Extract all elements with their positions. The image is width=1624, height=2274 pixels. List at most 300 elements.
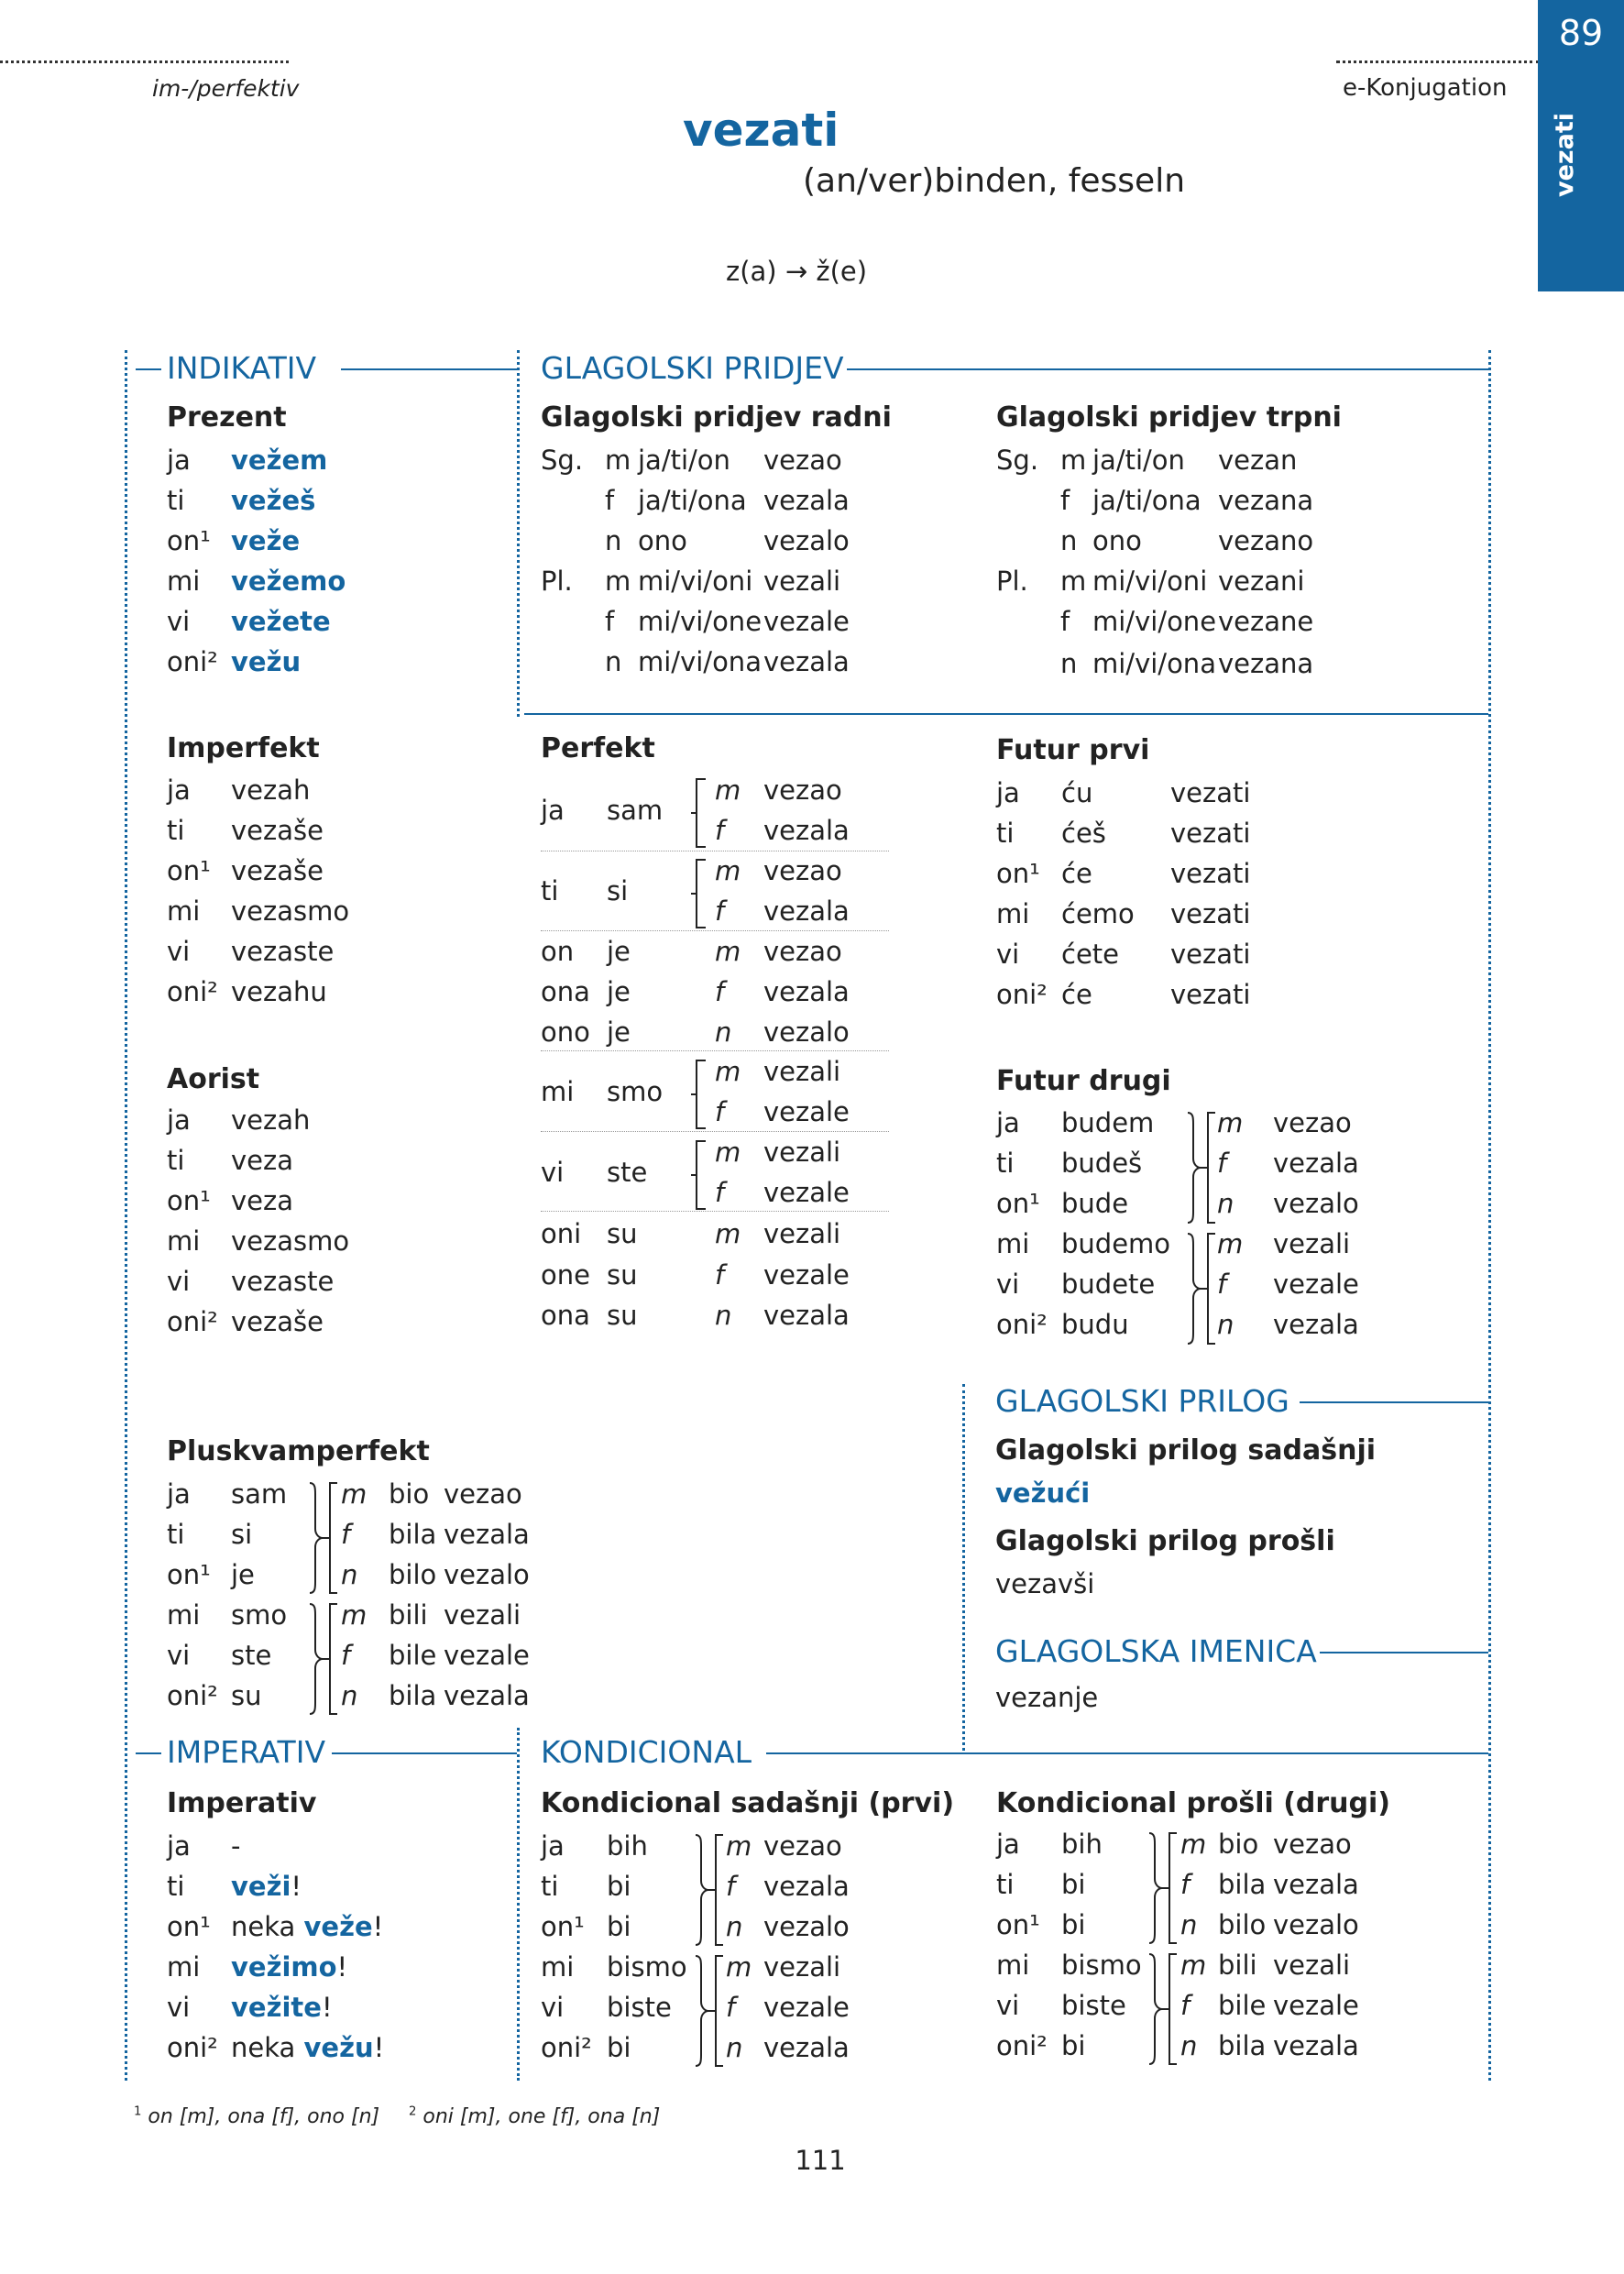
pluskvamperfekt-form: vezala xyxy=(444,1680,530,1711)
pluskvamperfekt-person: mi xyxy=(167,1599,201,1631)
kond-sadasnji-person: ti xyxy=(541,1871,559,1902)
aorist-form: veza xyxy=(231,1145,293,1176)
kond-prosli-gender: f xyxy=(1180,1869,1191,1900)
page-tab-word: vezati xyxy=(1551,113,1579,198)
imperativ-prefix: neka xyxy=(231,1911,304,1942)
header-aspect-label: im-/perfektiv xyxy=(152,75,300,102)
section-glagolska-imenica: GLAGOLSKA IMENICA xyxy=(995,1633,1317,1669)
kond-prosli-gender: f xyxy=(1180,1990,1191,2021)
perfekt-form: vezala xyxy=(763,895,850,927)
pluskvamperfekt-gender: n xyxy=(341,1559,358,1590)
gender-label: f xyxy=(1060,485,1070,516)
kond-prosli-person: ti xyxy=(996,1869,1015,1900)
kond-prosli-form: vezale xyxy=(1273,1990,1359,2021)
aorist-form: vezasmo xyxy=(231,1225,350,1257)
kond-prosli-biti: bilo xyxy=(1218,1909,1267,1940)
pridjev-trpni-title: Glagolski pridjev trpni xyxy=(996,401,1342,434)
rule-imenica xyxy=(1320,1652,1488,1653)
kond-sadasnji-gender: f xyxy=(726,1992,736,2023)
perfekt-person: oni xyxy=(541,1218,582,1249)
perfekt-person: ona xyxy=(541,1300,590,1331)
futur-drugi-auxiliary: budemo xyxy=(1061,1228,1171,1259)
gender-label: n xyxy=(605,646,622,677)
imperfekt-form: vezasmo xyxy=(231,895,350,927)
pluskvamperfekt-gender: f xyxy=(341,1519,351,1550)
perfekt-gender: f xyxy=(715,895,725,927)
futur-drugi-person: vi xyxy=(996,1269,1020,1300)
futur-drugi-title: Futur drugi xyxy=(996,1065,1171,1097)
person-label: mi/vi/ona xyxy=(1092,648,1216,679)
participle-form: vezan xyxy=(1218,445,1298,476)
perfekt-gender: f xyxy=(715,1096,725,1127)
section-indikativ: INDIKATIV xyxy=(167,350,317,386)
pluskvamperfekt-person: ja xyxy=(167,1478,191,1510)
futur-prvi-auxiliary: ćeš xyxy=(1061,818,1106,849)
pluskvamperfekt-biti: bili xyxy=(389,1599,428,1631)
imperativ-person: ti xyxy=(167,1871,185,1902)
imperfekt-person: ti xyxy=(167,815,185,846)
imperativ-form: veži xyxy=(231,1871,291,1902)
imperativ-suffix: ! xyxy=(373,2032,385,2063)
footnote-2 xyxy=(409,2104,660,2130)
futur-drugi-gender: n xyxy=(1217,1309,1234,1340)
gender-label: f xyxy=(605,606,615,637)
kond-sadasnji-person: on¹ xyxy=(541,1911,585,1942)
kond-prosli-auxiliary: bi xyxy=(1061,1909,1086,1940)
participle-form: vezana xyxy=(1218,485,1314,516)
aorist-form: vezah xyxy=(231,1104,311,1136)
kond-prosli-person: mi xyxy=(996,1950,1030,1981)
aorist-form: vezaše xyxy=(231,1306,324,1337)
futur-prvi-auxiliary: će xyxy=(1061,979,1092,1010)
pluskvamperfekt-person: oni² xyxy=(167,1680,218,1711)
pluskvamperfekt-form: vezala xyxy=(444,1519,530,1550)
gender-label: m xyxy=(1060,445,1087,476)
divider-indikativ-pridjev xyxy=(517,350,520,717)
pluskvamperfekt-form: vezao xyxy=(444,1478,522,1510)
futur-drugi-gender: f xyxy=(1217,1148,1227,1179)
futur-prvi-infinitive: vezati xyxy=(1170,777,1251,808)
imperativ-suffix: ! xyxy=(336,1951,348,1983)
perfekt-form: vezala xyxy=(763,1300,850,1331)
perfekt-auxiliary: smo xyxy=(607,1076,664,1107)
pluskvamperfekt-biti: bile xyxy=(389,1640,437,1671)
number-label: Pl. xyxy=(541,566,573,597)
pluskvamperfekt-auxiliary: sam xyxy=(231,1478,288,1510)
imperativ-form: veže xyxy=(303,1911,373,1942)
kond-sadasnji-auxiliary: bismo xyxy=(607,1951,687,1983)
kond-prosli-biti: bile xyxy=(1218,1990,1267,2021)
kond-prosli-auxiliary: bi xyxy=(1061,1869,1086,1900)
perfekt-form: vezali xyxy=(763,1218,841,1249)
perfekt-gender: m xyxy=(715,855,741,886)
kond-prosli-gender: m xyxy=(1180,1950,1207,1981)
pluskvamperfekt-gender: f xyxy=(341,1640,351,1671)
futur-prvi-infinitive: vezati xyxy=(1170,818,1251,849)
perfekt-form: vezali xyxy=(763,1137,841,1168)
gender-label: n xyxy=(605,525,622,556)
pridjev-radni-title: Glagolski pridjev radni xyxy=(541,401,892,434)
futur-drugi-person: oni² xyxy=(996,1309,1048,1340)
perfekt-separator xyxy=(541,1211,889,1212)
perfekt-auxiliary: je xyxy=(607,976,631,1007)
perfekt-title: Perfekt xyxy=(541,732,655,764)
person-label: ja/ti/ona xyxy=(1092,485,1202,516)
futur-drugi-gender: n xyxy=(1217,1188,1234,1219)
section-glagolski-prilog: GLAGOLSKI PRILOG xyxy=(995,1383,1289,1419)
rule-imperativ-b xyxy=(332,1752,517,1754)
pluskvamperfekt-auxiliary: smo xyxy=(231,1599,288,1631)
kond-sadasnji-form: vezali xyxy=(763,1951,841,1983)
futur-drugi-form: vezala xyxy=(1273,1148,1359,1179)
futur-prvi-infinitive: vezati xyxy=(1170,939,1251,970)
bracket-icon xyxy=(689,858,709,929)
kond-sadasnji-gender: m xyxy=(726,1951,752,1983)
perfekt-form: vezao xyxy=(763,774,842,806)
kond-sadasnji-form: vezala xyxy=(763,1871,850,1902)
futur-prvi-auxiliary: ćete xyxy=(1061,939,1119,970)
kond-sadasnji-form: vezale xyxy=(763,1992,850,2023)
prilog-prosli-title: Glagolski prilog prošli xyxy=(995,1525,1335,1557)
kond-sadasnji-person: vi xyxy=(541,1992,565,2023)
perfekt-person: mi xyxy=(541,1076,575,1107)
imperfekt-form: vezaše xyxy=(231,855,324,886)
person-label: ja/ti/on xyxy=(1092,445,1185,476)
participle-form: vezani xyxy=(1218,566,1305,597)
participle-form: vezane xyxy=(1218,606,1314,637)
imperfekt-form: vezahu xyxy=(231,976,327,1007)
gender-label: n xyxy=(1060,648,1078,679)
prezent-form: vežemo xyxy=(231,566,346,597)
prilog-sadasnji-form: vežući xyxy=(995,1478,1091,1509)
imperfekt-person: on¹ xyxy=(167,855,211,886)
futur-drugi-person: ti xyxy=(996,1148,1015,1179)
person-label: ono xyxy=(1092,525,1142,556)
perfekt-person: vi xyxy=(541,1157,565,1188)
imperfekt-form: vezaste xyxy=(231,936,335,967)
rule-indikativ-a xyxy=(136,368,161,370)
participle-form: vezana xyxy=(1218,648,1314,679)
kond-prosli-auxiliary: bih xyxy=(1061,1829,1103,1860)
perfekt-form: vezale xyxy=(763,1096,850,1127)
kond-sadasnji-person: oni² xyxy=(541,2032,592,2063)
number-label: Pl. xyxy=(996,566,1028,597)
kond-prosli-biti: bili xyxy=(1218,1950,1257,1981)
futur-drugi-person: ja xyxy=(996,1107,1020,1138)
pluskvamperfekt-gender: n xyxy=(341,1680,358,1711)
footnote-2-mark: 2 xyxy=(409,2104,417,2119)
imperativ-suffix: ! xyxy=(291,1871,302,1902)
page-tab-number: 89 xyxy=(1558,13,1604,53)
futur-drugi-form: vezale xyxy=(1273,1269,1359,1300)
kond-prosli-biti: bila xyxy=(1218,1869,1267,1900)
perfekt-form: vezale xyxy=(763,1177,850,1208)
imperativ-title: Imperativ xyxy=(167,1787,317,1819)
perfekt-gender: f xyxy=(715,1177,725,1208)
prezent-form: veže xyxy=(231,525,301,556)
perfekt-form: vezali xyxy=(763,1056,841,1087)
participle-form: vezali xyxy=(763,566,841,597)
prezent-person: mi xyxy=(167,566,201,597)
futur-prvi-auxiliary: ćemo xyxy=(1061,898,1135,929)
perfekt-gender: m xyxy=(715,774,741,806)
header-dotted-rule-right xyxy=(1336,60,1540,63)
imperativ-person: vi xyxy=(167,1992,191,2023)
perfekt-gender: f xyxy=(715,976,725,1007)
perfekt-gender: n xyxy=(715,1300,732,1331)
futur-prvi-person: ti xyxy=(996,818,1015,849)
futur-drugi-gender: m xyxy=(1217,1107,1244,1138)
futur-prvi-infinitive: vezati xyxy=(1170,898,1251,929)
person-label: ja/ti/on xyxy=(638,445,730,476)
divider-prilog xyxy=(962,1384,965,1751)
pluskvamperfekt-auxiliary: je xyxy=(231,1559,255,1590)
frame-right-dotted xyxy=(1488,350,1491,2081)
futur-drugi-form: vezalo xyxy=(1273,1188,1359,1219)
person-label: mi/vi/ona xyxy=(638,646,762,677)
imperativ-person: ja xyxy=(167,1830,191,1862)
rule-prilog xyxy=(1300,1401,1488,1403)
futur-prvi-infinitive: vezati xyxy=(1170,858,1251,889)
perfekt-person: on xyxy=(541,936,575,967)
section-imperativ: IMPERATIV xyxy=(167,1734,326,1770)
imperfekt-person: ja xyxy=(167,774,191,806)
imperativ-person: on¹ xyxy=(167,1911,211,1942)
imperativ-form: vežimo xyxy=(231,1951,337,1983)
kond-prosli-person: vi xyxy=(996,1990,1020,2021)
prezent-form: vežeš xyxy=(231,485,316,516)
imperativ-form-line xyxy=(231,1992,333,2023)
prezent-form: vežem xyxy=(231,445,328,476)
aorist-form: veza xyxy=(231,1185,293,1216)
prezent-person: ti xyxy=(167,485,185,516)
kond-prosli-person: ja xyxy=(996,1829,1020,1860)
double-bracket-icon xyxy=(306,1481,339,1595)
imperfekt-title: Imperfekt xyxy=(167,732,320,764)
kond-sadasnji-gender: m xyxy=(726,1830,752,1862)
gender-label: m xyxy=(605,445,631,476)
double-bracket-icon xyxy=(1146,1952,1179,2066)
perfekt-auxiliary: su xyxy=(607,1259,638,1291)
kond-prosli-form: vezala xyxy=(1273,2030,1359,2061)
prezent-person: on¹ xyxy=(167,525,211,556)
imperfekt-person: mi xyxy=(167,895,201,927)
section-kondicional: KONDICIONAL xyxy=(541,1734,752,1770)
kond-prosli-form: vezao xyxy=(1273,1829,1352,1860)
gender-label: f xyxy=(605,485,615,516)
kond-sadasnji-gender: n xyxy=(726,2032,743,2063)
perfekt-auxiliary: ste xyxy=(607,1157,648,1188)
rule-pridjev-bottom xyxy=(524,713,1488,715)
aorist-title: Aorist xyxy=(167,1063,260,1095)
rule-imperativ-a xyxy=(136,1752,161,1754)
footnote-1 xyxy=(134,2104,379,2130)
kond-prosli-gender: n xyxy=(1180,1909,1198,1940)
aorist-person: vi xyxy=(167,1266,191,1297)
bracket-icon xyxy=(689,777,709,849)
futur-drugi-auxiliary: bude xyxy=(1061,1188,1129,1219)
kond-prosli-auxiliary: biste xyxy=(1061,1990,1126,2021)
participle-form: vezalo xyxy=(763,525,850,556)
perfekt-person: ona xyxy=(541,976,590,1007)
divider-imperativ-kondicional xyxy=(517,1728,520,2081)
futur-prvi-auxiliary: ću xyxy=(1061,777,1093,808)
futur-prvi-person: vi xyxy=(996,939,1020,970)
page-tab xyxy=(1538,0,1624,291)
bracket-icon xyxy=(689,1059,709,1130)
imperativ-suffix: ! xyxy=(321,1992,333,2023)
aorist-person: mi xyxy=(167,1225,201,1257)
perfekt-auxiliary: je xyxy=(607,936,631,967)
page-number: 111 xyxy=(795,2145,846,2176)
perfekt-separator xyxy=(541,930,889,931)
person-label: ja/ti/ona xyxy=(638,485,747,516)
kond-sadasnji-auxiliary: bih xyxy=(607,1830,648,1862)
futur-drugi-form: vezao xyxy=(1273,1107,1352,1138)
futur-drugi-form: vezali xyxy=(1273,1228,1351,1259)
pluskvamperfekt-auxiliary: si xyxy=(231,1519,253,1550)
imperativ-prefix: neka xyxy=(231,2032,304,2063)
perfekt-auxiliary: su xyxy=(607,1300,638,1331)
imperativ-form-line xyxy=(231,1871,302,1902)
futur-prvi-auxiliary: će xyxy=(1061,858,1092,889)
person-label: mi/vi/one xyxy=(1092,606,1217,637)
prezent-person: oni² xyxy=(167,646,218,677)
futur-drugi-person: on¹ xyxy=(996,1188,1040,1219)
kond-prosli-person: on¹ xyxy=(996,1909,1040,1940)
kond-prosli-auxiliary: bi xyxy=(1061,2030,1086,2061)
number-label: Sg. xyxy=(541,445,584,476)
kond-prosli-title: Kondicional prošli (drugi) xyxy=(996,1787,1391,1819)
futur-drugi-gender: f xyxy=(1217,1269,1227,1300)
futur-prvi-person: oni² xyxy=(996,979,1048,1010)
pluskvamperfekt-biti: bila xyxy=(389,1519,437,1550)
bracket-icon xyxy=(689,1139,709,1211)
kond-sadasnji-gender: f xyxy=(726,1871,736,1902)
gender-label: f xyxy=(1060,606,1070,637)
perfekt-person: ja xyxy=(541,795,565,826)
kond-sadasnji-auxiliary: bi xyxy=(607,1911,631,1942)
aorist-form: vezaste xyxy=(231,1266,335,1297)
imperativ-form: vežite xyxy=(231,1992,322,2023)
person-label: mi/vi/one xyxy=(638,606,763,637)
kond-prosli-gender: n xyxy=(1180,2030,1198,2061)
rule-pridjev xyxy=(847,368,1488,370)
kond-sadasnji-gender: n xyxy=(726,1911,743,1942)
perfekt-form: vezao xyxy=(763,936,842,967)
imenica-form: vezanje xyxy=(995,1682,1099,1713)
kond-sadasnji-auxiliary: bi xyxy=(607,1871,631,1902)
frame-left-dotted xyxy=(125,350,127,2081)
pluskvamperfekt-auxiliary: ste xyxy=(231,1640,272,1671)
participle-form: vezao xyxy=(763,445,842,476)
kond-prosli-biti: bio xyxy=(1218,1829,1259,1860)
pluskvamperfekt-person: vi xyxy=(167,1640,191,1671)
kond-sadasnji-auxiliary: bi xyxy=(607,2032,631,2063)
sound-change-rule: z(a) → ž(e) xyxy=(726,256,868,287)
prezent-person: vi xyxy=(167,606,191,637)
pluskvamperfekt-form: vezale xyxy=(444,1640,530,1671)
imperfekt-form: vezaše xyxy=(231,815,324,846)
aorist-person: ti xyxy=(167,1145,185,1176)
footnote-1-mark: 1 xyxy=(134,2104,142,2119)
pluskvamperfekt-biti: bilo xyxy=(389,1559,437,1590)
futur-drugi-auxiliary: budete xyxy=(1061,1269,1156,1300)
imperativ-form-line xyxy=(231,2032,384,2063)
pluskvamperfekt-person: ti xyxy=(167,1519,185,1550)
perfekt-person: ono xyxy=(541,1016,590,1048)
prezent-title: Prezent xyxy=(167,401,287,434)
perfekt-separator xyxy=(541,1131,889,1132)
person-label: ono xyxy=(638,525,687,556)
imperativ-prefix: - xyxy=(231,1830,241,1862)
imperativ-form-line xyxy=(231,1951,347,1983)
rule-kondicional xyxy=(766,1752,1488,1754)
participle-form: vezano xyxy=(1218,525,1314,556)
gender-label: m xyxy=(605,566,631,597)
perfekt-auxiliary: je xyxy=(607,1016,631,1048)
kond-sadasnji-title: Kondicional sadašnji (prvi) xyxy=(541,1787,955,1819)
participle-form: vezala xyxy=(763,646,850,677)
prezent-form: vežete xyxy=(231,606,331,637)
perfekt-auxiliary: su xyxy=(607,1218,638,1249)
prezent-person: ja xyxy=(167,445,191,476)
verb-title: vezati xyxy=(683,104,839,157)
pluskvamperfekt-form: vezali xyxy=(444,1599,521,1631)
aorist-person: oni² xyxy=(167,1306,218,1337)
imperativ-suffix: ! xyxy=(372,1911,384,1942)
participle-form: vezale xyxy=(763,606,850,637)
prezent-form: vežu xyxy=(231,646,302,677)
perfekt-separator xyxy=(541,1050,889,1051)
perfekt-form: vezale xyxy=(763,1259,850,1291)
futur-drugi-person: mi xyxy=(996,1228,1030,1259)
futur-drugi-auxiliary: budeš xyxy=(1061,1148,1143,1179)
imperfekt-form: vezah xyxy=(231,774,311,806)
imperfekt-person: oni² xyxy=(167,976,218,1007)
kond-prosli-biti: bila xyxy=(1218,2030,1267,2061)
perfekt-form: vezala xyxy=(763,815,850,846)
gender-label: m xyxy=(1060,566,1087,597)
futur-prvi-infinitive: vezati xyxy=(1170,979,1251,1010)
header-conjugation-label: e-Konjugation xyxy=(1343,74,1508,102)
footnote-2-text: oni [m], one [f], ona [n] xyxy=(422,2105,661,2128)
kond-sadasnji-form: vezala xyxy=(763,2032,850,2063)
perfekt-form: vezalo xyxy=(763,1016,850,1048)
perfekt-form: vezao xyxy=(763,855,842,886)
aorist-person: ja xyxy=(167,1104,191,1136)
kond-sadasnji-person: mi xyxy=(541,1951,575,1983)
prilog-sadasnji-title: Glagolski prilog sadašnji xyxy=(995,1434,1377,1467)
pluskvamperfekt-title: Pluskvamperfekt xyxy=(167,1435,430,1467)
perfekt-gender: m xyxy=(715,936,741,967)
double-bracket-icon xyxy=(1184,1111,1217,1225)
number-label: Sg. xyxy=(996,445,1039,476)
footnote-1-text: on [m], ona [f], ono [n] xyxy=(148,2105,380,2128)
participle-form: vezala xyxy=(763,485,850,516)
rule-indikativ-b xyxy=(341,368,517,370)
imperativ-person: mi xyxy=(167,1951,201,1983)
perfekt-auxiliary: si xyxy=(607,875,629,906)
futur-drugi-auxiliary: budu xyxy=(1061,1309,1129,1340)
futur-prvi-person: on¹ xyxy=(996,858,1040,889)
kond-prosli-person: oni² xyxy=(996,2030,1048,2061)
futur-drugi-form: vezala xyxy=(1273,1309,1359,1340)
double-bracket-icon xyxy=(1146,1831,1179,1945)
perfekt-auxiliary: sam xyxy=(607,795,664,826)
aorist-person: on¹ xyxy=(167,1185,211,1216)
pluskvamperfekt-form: vezalo xyxy=(444,1559,530,1590)
